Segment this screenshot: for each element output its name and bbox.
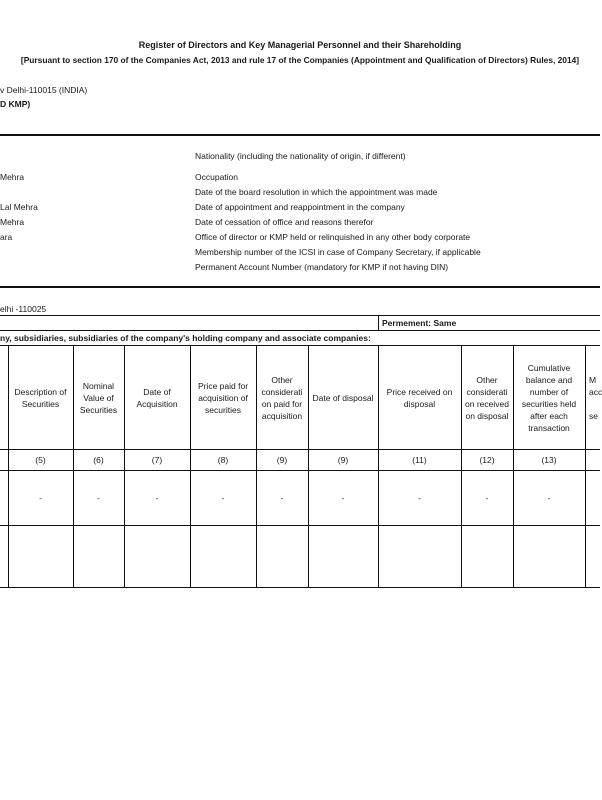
table-border: [0, 470, 600, 471]
col-header-partial: M acc se: [589, 374, 602, 421]
table-cell: -: [97, 494, 100, 503]
col-number: (6): [93, 455, 104, 465]
field-nationality: Nationality (including the nationality of origin, if different): [195, 151, 406, 161]
col-number: (9): [337, 455, 349, 465]
col-number: (12): [479, 455, 495, 465]
col-number: (11): [412, 455, 427, 465]
cell-border: [378, 315, 379, 330]
col-header-price-paid: Price paid for acquisition of securities: [197, 380, 249, 415]
col-header-description: Description of Securities: [14, 386, 67, 409]
register-title: Register of Directors and Key Managerial Personnel and their Shareholding: [138, 40, 462, 50]
table-cell: -: [280, 494, 284, 503]
field-other-office: Office of director or KMP held or relinquished in any other body corporate: [195, 232, 471, 242]
section-heading: ny, subsidiaries, subsidiaries of the company's holding company and associate companies:: [0, 333, 371, 343]
table-cell: -: [418, 494, 421, 503]
field-cessation: Date of cessation of office and reasons therefor: [195, 217, 374, 227]
table-cell: -: [485, 494, 489, 503]
col-header-cumulative-balance: Cumulative balance and number of securities held after each transaction: [521, 362, 577, 433]
company-address: v Delhi-110015 (INDIA): [0, 85, 88, 95]
col-header-other-consideration-paid: Other considerati on paid for acquisition: [261, 374, 303, 421]
permanent-address: Permement: Same: [382, 318, 457, 328]
table-cell: -: [221, 494, 225, 503]
name-value: ara: [0, 232, 13, 242]
address-line: elhi -110025: [0, 304, 47, 314]
table-cell: -: [155, 494, 159, 503]
field-board-resolution: Date of the board resolution in which the appointment was made: [195, 187, 438, 197]
name-value: Mehra: [0, 172, 25, 182]
field-icsi-membership: Membership number of the ICSI in case of Company Secretary, if applicable: [195, 247, 481, 257]
col-number: (7): [151, 455, 163, 465]
name-value: Lal Mehra: [0, 202, 38, 212]
col-header-acquisition-date: Date of Acquisition: [136, 386, 178, 409]
col-number: (8): [217, 455, 229, 465]
col-number: (13): [541, 455, 557, 465]
field-pan: Permanent Account Number (mandatory for KMP if not having DIN): [195, 262, 449, 272]
field-appointment-date: Date of appointment and reappointment in the company: [195, 202, 405, 212]
table-border: [0, 449, 600, 450]
col-header-disposal-date: Date of disposal: [312, 392, 374, 403]
register-subtitle: [Pursuant to section 170 of the Companies Act, 2013 and rule 17 of the Companies (Appointment and Qualification of Directors) Rules, 2014]: [20, 55, 580, 65]
divider: [0, 134, 600, 136]
table-cell: -: [547, 494, 551, 503]
table-border: [0, 587, 600, 588]
col-header-price-received: Price received on disposal: [386, 386, 453, 409]
col-header-other-consideration-received: Other considerati on received on disposal: [465, 374, 509, 421]
table-cell: -: [39, 494, 42, 503]
col-number: (5): [35, 455, 46, 465]
divider: [0, 315, 600, 316]
divider: [0, 286, 600, 288]
table-cell: -: [341, 494, 345, 503]
table-border: [0, 525, 600, 526]
divider: [0, 330, 600, 331]
field-occupation: Occupation: [195, 172, 238, 182]
col-number: (9): [276, 455, 288, 465]
name-value: Mehra: [0, 217, 25, 227]
kmp-label: D KMP): [0, 99, 31, 109]
col-header-nominal-value: Nominal Value of Securities: [79, 380, 118, 415]
